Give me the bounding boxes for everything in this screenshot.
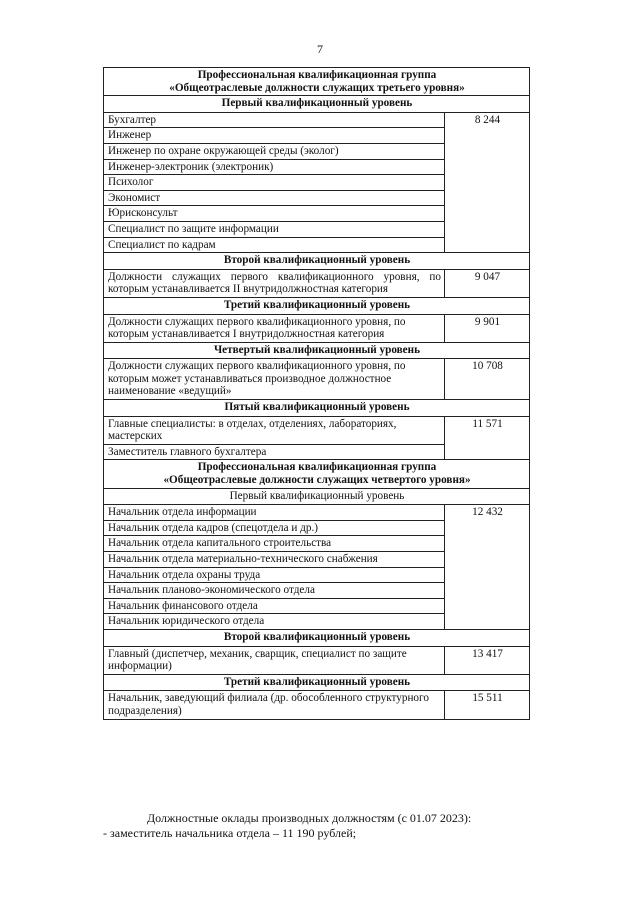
table-row (104, 691, 530, 719)
position-cell: Должности служащих первого квалификационного уровня, по которым устанавливается II внутридолжностная категория (104, 269, 445, 297)
position-cell: Начальник планово-экономического отдела (104, 583, 445, 599)
level-header: Пятый квалификационный уровень (104, 400, 530, 417)
position-cell: Инженер (104, 128, 445, 144)
position-cell: Специалист по кадрам (104, 237, 445, 253)
level-header-row (104, 488, 530, 505)
level-header: Четвертый квалификационный уровень (104, 342, 530, 359)
position-cell: Начальник отдела материально-технического снабжения (104, 552, 445, 568)
table-row (104, 505, 530, 521)
level-header: Первый квалификационный уровень (104, 96, 530, 113)
salary-cell: 10 708 (445, 359, 530, 400)
group-header (104, 68, 530, 96)
position-cell: Начальник отдела охраны труда (104, 567, 445, 583)
salary-cell: 11 571 (445, 416, 530, 460)
level-header: Второй квалификационный уровень (104, 253, 530, 270)
footer-notes (103, 811, 533, 841)
level-header-row (104, 342, 530, 359)
group-header-row (104, 460, 530, 488)
position-cell: Главный (диспетчер, механик, сварщик, специалист по защите информации) (104, 646, 445, 674)
level-header: Третий квалификационный уровень (104, 297, 530, 314)
group-header (104, 460, 530, 488)
salary-cell: 15 511 (445, 691, 530, 719)
position-cell: Начальник юридического отдела (104, 614, 445, 630)
group-title: Профессиональная квалификационная группа (197, 69, 437, 81)
level-header-row (104, 629, 530, 646)
position-cell: Заместитель главного бухгалтера (104, 444, 445, 460)
level-header: Второй квалификационный уровень (104, 629, 530, 646)
position-cell: Инженер по охране окружающей среды (эколог) (104, 143, 445, 159)
table-row (104, 646, 530, 674)
group-title: Профессиональная квалификационная группа (197, 461, 437, 474)
position-cell: Начальник отдела информации (104, 505, 445, 521)
position-cell: Начальник отдела капитального строительства (104, 536, 445, 552)
level-header: Третий квалификационный уровень (104, 674, 530, 691)
group-header-row (104, 68, 530, 96)
group-subtitle: «Общеотраслевые должности служащих четвертого уровня» (163, 474, 471, 487)
position-cell: Инженер-электроник (электроник) (104, 159, 445, 175)
salary-cell: 9 901 (445, 314, 530, 342)
group-subtitle: «Общеотраслевые должности служащих третьего уровня» (169, 81, 465, 94)
table-row (104, 314, 530, 342)
table-row (104, 416, 530, 444)
position-cell: Должности служащих первого квалификационного уровня, по которым может устанавливаться производное должностное наименование «ведущий» (104, 359, 445, 400)
salary-cell: 13 417 (445, 646, 530, 674)
position-cell: Бухгалтер (104, 112, 445, 128)
salary-cell: 8 244 (445, 112, 530, 252)
level-header-row (104, 253, 530, 270)
footer-line: - заместитель начальника отдела – 11 190 рублей; (103, 826, 357, 840)
level-header-row (104, 297, 530, 314)
position-cell: Главные специалисты: в отделах, отделениях, лабораториях, мастерских (104, 416, 445, 444)
page-number: 7 (317, 42, 323, 56)
table-row (104, 359, 530, 400)
position-cell: Психолог (104, 175, 445, 191)
level-header: Первый квалификационный уровень (104, 488, 530, 505)
position-cell: Должности служащих первого квалификационного уровня, по которым устанавливается I внутридолжностная категория (104, 314, 445, 342)
footer-line: Должностные оклады производных должностям (с 01.07 2023): (147, 811, 472, 825)
salary-table (103, 67, 530, 720)
position-cell: Начальник отдела кадров (спецотдела и др.) (104, 520, 445, 536)
position-cell: Начальник, заведующий филиала (др. обособленного структурного подразделения) (104, 691, 445, 719)
table-row (104, 112, 530, 128)
level-header-row (104, 400, 530, 417)
position-cell: Юрисконсульт (104, 206, 445, 222)
level-header-row (104, 674, 530, 691)
level-header-row (104, 96, 530, 113)
position-cell: Экономист (104, 190, 445, 206)
salary-cell: 12 432 (445, 505, 530, 630)
position-cell: Специалист по защите информации (104, 221, 445, 237)
table-row (104, 269, 530, 297)
salary-cell: 9 047 (445, 269, 530, 297)
position-cell: Начальник финансового отдела (104, 598, 445, 614)
